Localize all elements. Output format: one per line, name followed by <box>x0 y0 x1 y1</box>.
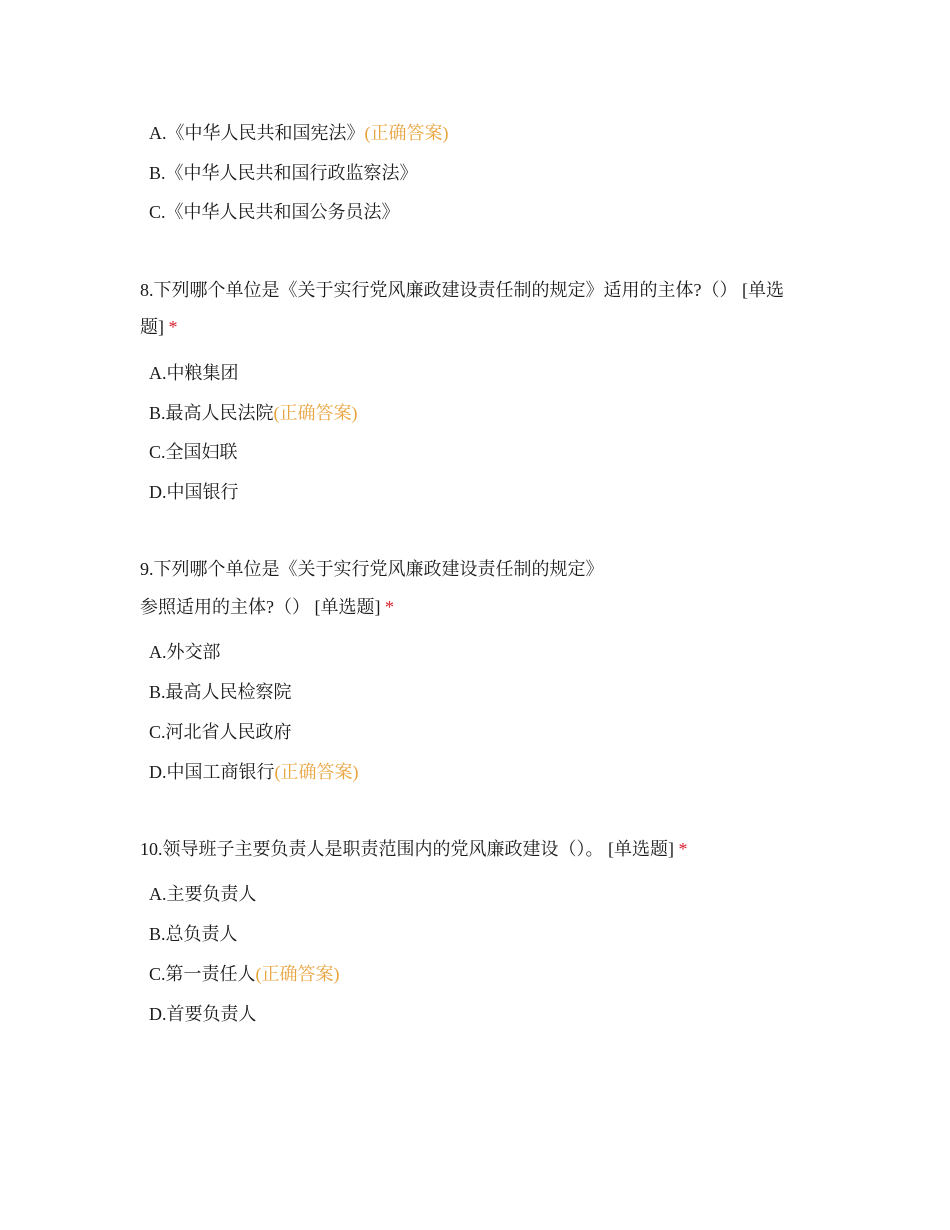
option-letter: C. <box>149 964 166 984</box>
q8-option-c <box>149 441 238 463</box>
option-text: 河北省人民政府 <box>165 722 292 742</box>
q9-title-cont <box>140 596 394 618</box>
correct-answer-mark: (正确答案) <box>273 403 358 423</box>
option-letter: D. <box>149 1004 167 1024</box>
option-text: 《中华人民共和国行政监察法》 <box>165 163 418 183</box>
q9-option-d <box>149 761 359 783</box>
option-letter: A. <box>149 642 167 662</box>
q10-option-d <box>149 1003 257 1025</box>
q9-option-b <box>149 681 292 703</box>
option-letter: A. <box>149 123 167 143</box>
option-letter: C. <box>149 442 166 462</box>
option-text: 中国银行 <box>166 482 239 502</box>
option-letter: A. <box>149 884 167 904</box>
option-text: 《中华人民共和国宪法》 <box>166 123 365 143</box>
q8-option-a <box>149 362 239 384</box>
option-text: 第一责任人 <box>165 964 256 984</box>
q8-title-tail: 题] <box>140 317 164 337</box>
option-letter: C. <box>149 202 166 222</box>
q9-option-c <box>149 721 292 743</box>
option-text: 最高人民检察院 <box>165 682 292 702</box>
q8-title: 8.下列哪个单位是《关于实行党风廉政建设责任制的规定》适用的主体?（） [单选 <box>140 280 784 300</box>
option-text: 主要负责人 <box>166 884 257 904</box>
option-text: 全国妇联 <box>165 442 238 462</box>
correct-answer-mark: (正确答案) <box>255 964 340 984</box>
option-text: 最高人民法院 <box>165 403 274 423</box>
option-letter: B. <box>149 682 166 702</box>
q8-option-d <box>149 481 239 503</box>
option-letter: D. <box>149 762 167 782</box>
option-letter: D. <box>149 482 167 502</box>
required-mark: * <box>678 839 688 859</box>
q10-option-b <box>149 923 238 945</box>
option-text: 《中华人民共和国公务员法》 <box>165 202 400 222</box>
correct-answer-mark: (正确答案) <box>274 762 359 782</box>
correct-answer-mark: (正确答案) <box>364 123 449 143</box>
required-mark: * <box>384 597 394 617</box>
option-text: 中国工商银行 <box>166 762 275 782</box>
q8-option-b <box>149 402 358 424</box>
q7-option-c <box>149 201 400 223</box>
option-letter: B. <box>149 163 166 183</box>
q10-option-c <box>149 963 340 985</box>
option-letter: B. <box>149 403 166 423</box>
option-text: 总负责人 <box>165 924 238 944</box>
required-mark: * <box>168 317 178 337</box>
option-letter: B. <box>149 924 166 944</box>
option-text: 外交部 <box>166 642 221 662</box>
q7-option-a <box>149 122 449 144</box>
q7-option-b <box>149 162 418 184</box>
option-text: 中粮集团 <box>166 363 239 383</box>
q8-title-cont <box>140 316 178 338</box>
option-letter: C. <box>149 722 166 742</box>
q9-option-a <box>149 641 221 663</box>
q9-title: 9.下列哪个单位是《关于实行党风廉政建设责任制的规定》 <box>140 559 604 579</box>
option-text: 首要负责人 <box>166 1004 257 1024</box>
option-letter: A. <box>149 363 167 383</box>
q9-title-tail: 参照适用的主体?（） [单选题] <box>140 597 381 617</box>
q10-title <box>140 838 688 860</box>
q10-title-text: 10.领导班子主要负责人是职责范围内的党风廉政建设（）。 [单选题] <box>140 839 674 859</box>
q10-option-a <box>149 883 257 905</box>
